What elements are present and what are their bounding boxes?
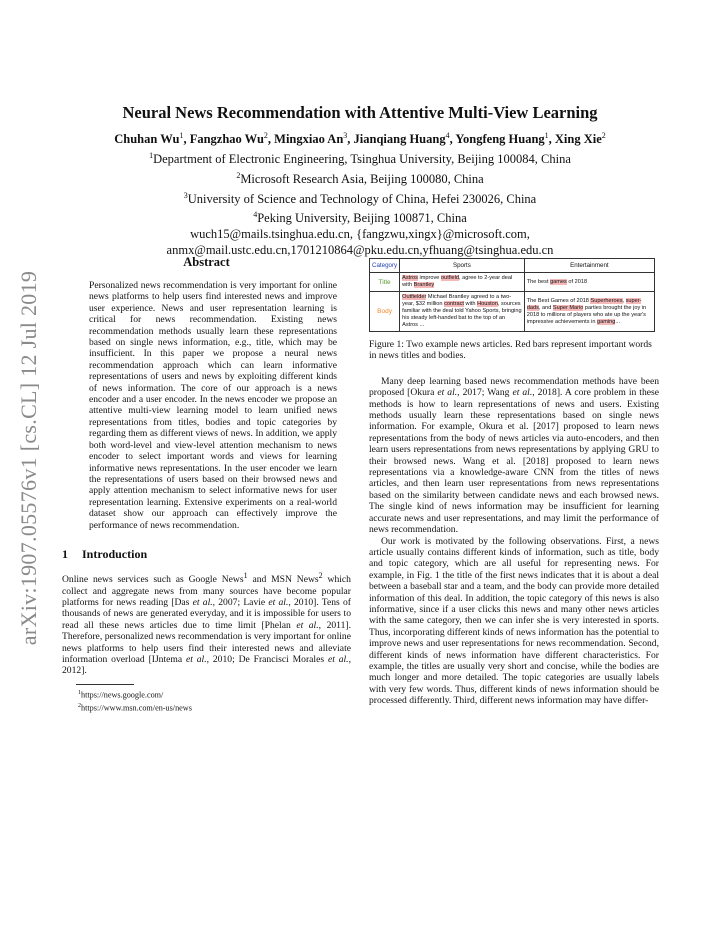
highlighted-word: Superheroes	[590, 297, 623, 304]
intro-paragraph: Online news services such as Google News$^1$ and MSN News$^2$ which collect and aggregate news from many sources have become popular platforms for news reading [Das et al., 2007; Lavie et al., 2010]. Tens of thousands of news are generated everyday, and it is impossible for users to read all these news articles due to time limit [Phelan et al., 2011]. Therefore, personalized news recommendation is very important for online news platforms to help users find their interested news and alleviate information overload [IJntema et al., 2010; De Francisci Morales et al., 2012].	[62, 570, 351, 677]
author: Jianqiang Huang$^4$	[353, 131, 450, 147]
highlighted-word: super-dads	[526, 297, 642, 311]
affiliation: $^3$University of Science and Technology of China, Hefei 230026, China	[183, 190, 537, 206]
arxiv-stamp	[4, 248, 54, 668]
author: Mingxiao An$^3$	[274, 131, 348, 147]
abstract-text: Personalized news recommendation is very important for online news platforms to help users find interested news and improve user experience. News and user representation learning is critical for news recommendation. Existing news recommendation methods usually learn these representations based on single news information, e.g., title, which may be insufficient. In this paper we propose a neural news recommendation approach which can learn informative representations of users and news by exploiting different kinds of news information. The core of our approach is a news encoder and a user encoder. In the news encoder we propose an attentive multi-view learning model to learn unified news representations from titles, bodies and topic categories by regarding them as different views of news. In addition, we apply both word-level and view-level attention mechanism to news encoder to select important words and views for learning informative news representations. In the user encoder we learn the representations of users based on their browsed news and apply attention mechanism to select informative news for user representation learning. Extensive experiments on a real-world dataset show our approach can effectively improve the performance of news recommendation.	[89, 280, 337, 531]
highlighted-word: Outfielder	[402, 294, 427, 300]
paragraph: Many deep learning based news recommendation methods have been proposed [Okura et al., 2017; Wang et al., 2018]. A core problem in these methods is how to learn representations of news and users. Existing methods usually learn these representations based on single news information. For example, Okura et al. [2017] proposed to learn news representations from the body of news articles via auto-encoders, and then learn users representations from news representations by applying GRU to their browsed news. Wang et al. [2018] proposed to learn news representations via a knowledge-aware CNN from the titles of news articles, and then learn user representations from news representations based on the similarity between candidate news and each browsed news. The single kind of news information may be insufficient for learning accurate news and user representations, and may limit the performance of news recommendation.	[369, 375, 660, 536]
text-segment: , and	[538, 304, 553, 311]
author: Yongfeng Huang$^1$	[455, 131, 549, 147]
text-segment: improve	[417, 275, 441, 281]
sports-title-cell	[400, 273, 525, 292]
entertainment-title-cell	[524, 273, 654, 292]
affiliation: $^2$Microsoft Research Asia, Beijing 100080, China	[236, 170, 484, 187]
highlighted-word: outfield	[440, 275, 460, 281]
text-segment: The best	[526, 278, 551, 285]
text-segment: ,	[622, 297, 626, 304]
text-segment: with	[464, 301, 478, 307]
entertainment-body-cell	[524, 292, 654, 332]
footnote: $^1$https://news.google.com/	[78, 689, 164, 700]
text-segment: , sources familiar with the deal told Yahoo Sports, bringing his steady left-handed bat to the top of an Astros ...	[402, 301, 522, 328]
highlighted-word: Houston	[477, 301, 498, 307]
section-number: 1	[62, 546, 68, 561]
figure-1-table	[369, 258, 655, 332]
footnote-rule	[76, 684, 134, 685]
affiliation: $^4$Peking University, Beijing 100871, China	[253, 210, 467, 226]
author: Xing Xie$^2$	[554, 131, 606, 147]
category-header: Category	[370, 259, 400, 273]
title-row-label: Title	[370, 273, 400, 292]
right-body-text	[369, 376, 659, 707]
highlighted-word: Super Mario	[552, 304, 584, 311]
sports-body-cell	[400, 292, 525, 332]
highlighted-word: contract	[444, 301, 464, 307]
footnote: $^2$https://www.msn.com/en-us/news	[78, 702, 192, 713]
footnotes	[78, 688, 351, 713]
text-segment: ...	[615, 318, 621, 325]
highlighted-word: Brantley	[413, 282, 435, 288]
body-row-label: Body	[370, 292, 400, 332]
figure-caption: Figure 1: Two example news articles. Red bars represent important words in news titles and bodies.	[369, 339, 652, 362]
text-segment: Michael Brantley agreed to a two-year, $32 million	[402, 294, 512, 307]
email-line: wuch15@mails.tsinghua.edu.cn, {fangzwu,xingx}@microsoft.com,	[190, 227, 530, 242]
highlighted-word: Astros	[402, 275, 418, 281]
text-segment: , agree to 2-year deal with	[402, 275, 513, 288]
affiliation: $^1$Department of Electronic Engineering, Tsinghua University, Beijing 100084, China	[149, 151, 571, 167]
paper-title: Neural News Recommendation with Attentive Multi-View Learning	[122, 103, 598, 122]
text-segment: of 2018	[566, 278, 588, 285]
highlighted-word: gaming	[597, 318, 616, 325]
arxiv-stamp-text: arXiv:1907.05576v1 [cs.CL] 12 Jul 2019	[16, 270, 41, 646]
highlighted-word: games	[550, 278, 567, 285]
abstract-heading: Abstract	[183, 255, 230, 269]
left-column	[62, 255, 351, 713]
sports-header: Sports	[400, 259, 525, 273]
text-segment: parties brought the joy in 2018 to millions of players who ate up the year's impressive achievements in	[526, 304, 647, 325]
paragraph: Our work is motivated by the following observations. First, a news article usually contains different kinds of information, such as title, body and topic category, which are all useful for representing news. For example, in Fig. 1 the title of the first news indicates that it is about a deal between a baseball star and a team, and the body can provide more detailed information of this deal. In addition, the topic category of this news is also informative, since if a user clicks this news and many other news articles with the same category, then we can infer she is very interested in sports. Thus, incorporating different kinds of news information has the potential to improve news and user representations for news recommendation. Second, different kinds of news information have different characteristics. For example, the titles are usually very short and concise, while the bodies are much longer and more detailed. The topic categories are usually labels with very few words. Thus, different kinds of news information should be processed differently. Third, different news information may have differ-	[369, 535, 659, 707]
text-segment: The Best Games of 2018	[526, 297, 591, 304]
email-line: anmx@mail.ustc.edu.cn,1701210864@pku.edu.cn,yfhuang@tsinghua.edu.cn	[166, 242, 554, 257]
section-title: Introduction	[82, 546, 148, 561]
right-column	[369, 258, 659, 707]
author: Chuhan Wu$^1$	[114, 131, 184, 147]
paper-header	[60, 103, 660, 258]
entertainment-header: Entertainment	[524, 259, 654, 273]
author-list: Chuhan Wu$^1$, Fangzhao Wu$^2$, Mingxiao An$^3$, Jianqiang Huang$^4$, Yongfeng Huang$^1$, Xing Xie$^2$	[114, 131, 606, 147]
author: Fangzhao Wu$^2$	[189, 131, 268, 147]
section-heading-introduction	[62, 547, 351, 562]
